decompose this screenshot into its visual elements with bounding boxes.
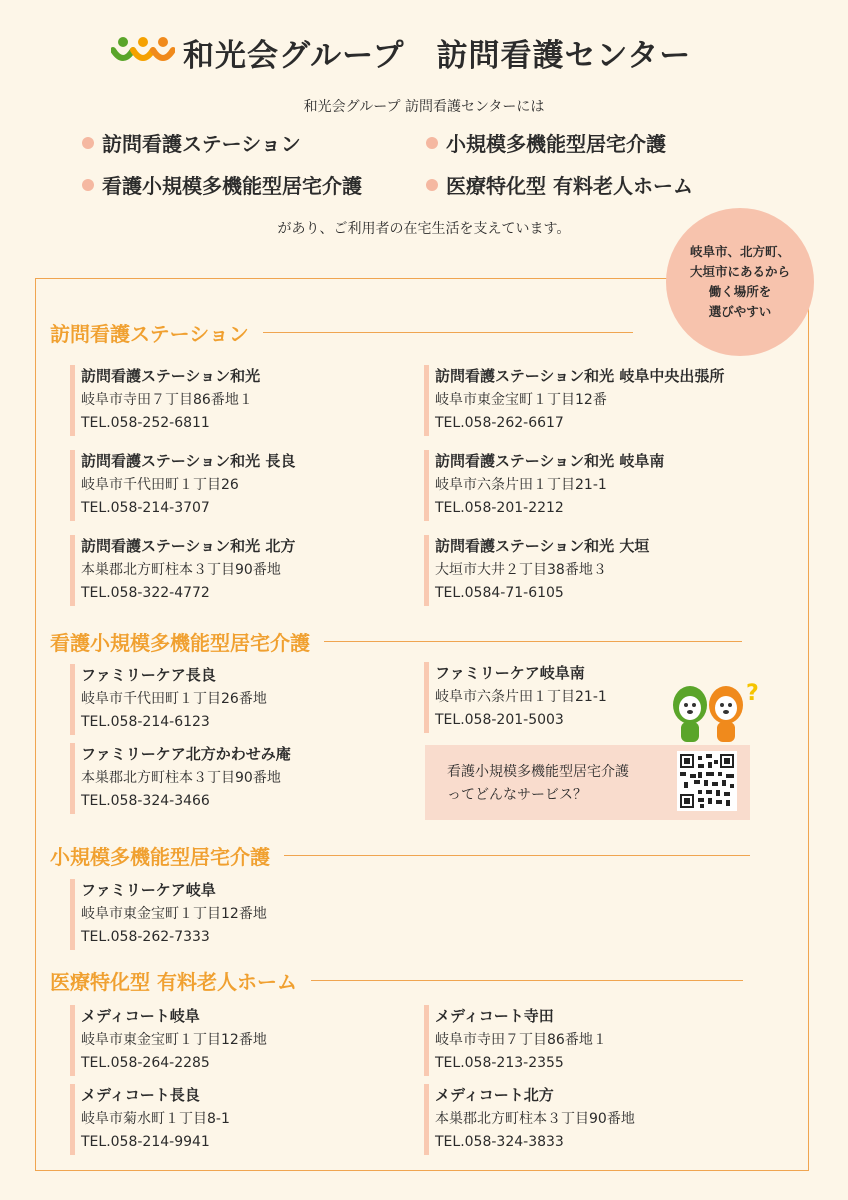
divider xyxy=(263,332,633,334)
service-item: 医療特化型 有料老人ホーム xyxy=(426,170,693,199)
divider xyxy=(324,641,742,643)
service-item: 訪問看護ステーション xyxy=(82,128,301,157)
svg-text:?: ? xyxy=(746,681,759,706)
intro-text: 和光会グループ 訪問看護センターには xyxy=(303,99,545,115)
facility-entry: メディコート岐阜 岐阜市東金宝町１丁目12番地 TEL.058-264-2285 xyxy=(70,1005,267,1076)
section-title-shoki: 小規模多機能型居宅介護 xyxy=(50,841,750,870)
service-item: 小規模多機能型居宅介護 xyxy=(426,128,666,157)
bullet-icon xyxy=(426,137,438,149)
section-title-kanshoki: 看護小規模多機能型居宅介護 xyxy=(50,627,742,656)
facility-entry: 訪問看護ステーション和光 長良 岐阜市千代田町１丁目26 TEL.058-214-3707 xyxy=(70,450,295,521)
divider xyxy=(311,980,743,982)
facility-entry: ファミリーケア北方かわせみ庵 本巣郡北方町柱本３丁目90番地 TEL.058-324-3466 xyxy=(70,743,291,814)
bullet-icon xyxy=(82,137,94,149)
section-title-houmon: 訪問看護ステーション xyxy=(50,318,633,347)
header xyxy=(0,28,848,76)
facility-entry: ファミリーケア岐阜 岐阜市東金宝町１丁目12番地 TEL.058-262-7333 xyxy=(70,879,267,950)
divider xyxy=(284,855,750,857)
facility-entry: 訪問看護ステーション和光 北方 本巣郡北方町柱本３丁目90番地 TEL.058-322-4772 xyxy=(70,535,295,606)
qr-code-icon[interactable] xyxy=(677,751,737,811)
facility-entry: 訪問看護ステーション和光 岐阜南 岐阜市六条片田１丁目21-1 TEL.058-201-2212 xyxy=(424,450,664,521)
facility-entry: メディコート寺田 岐阜市寺田７丁目86番地１ TEL.058-213-2355 xyxy=(424,1005,607,1076)
facility-entry: 訪問看護ステーション和光 岐阜市寺田７丁目86番地１ TEL.058-252-6811 xyxy=(70,365,260,436)
service-item: 看護小規模多機能型居宅介護 xyxy=(82,170,362,199)
facility-entry: ファミリーケア長良 岐阜市千代田町１丁目26番地 TEL.058-214-6123 xyxy=(70,664,267,735)
callout-bubble: 岐阜市、北方町、 大垣市にあるから 働く場所を 選びやすい xyxy=(666,208,814,356)
section-title-rojin: 医療特化型 有料老人ホーム xyxy=(50,966,743,995)
facility-entry: 訪問看護ステーション和光 岐阜中央出張所 岐阜市東金宝町１丁目12番 TEL.058-262-6617 xyxy=(424,365,724,436)
page-title: 和光会グループ 訪問看護センター xyxy=(183,38,692,74)
bullet-icon xyxy=(426,179,438,191)
qr-pattern xyxy=(680,754,734,808)
bullet-icon xyxy=(82,179,94,191)
wakokai-logo-icon xyxy=(111,32,175,72)
facility-entry: メディコート北方 本巣郡北方町柱本３丁目90番地 TEL.058-324-3833 xyxy=(424,1084,635,1155)
mascot-characters-icon xyxy=(668,680,768,750)
tagline: があり、ご利用者の在宅生活を支えています。 xyxy=(277,221,571,237)
service-info-banner[interactable]: 看護小規模多機能型居宅介護 ってどんなサービス？ xyxy=(425,745,750,820)
facility-entry: ファミリーケア岐阜南 岐阜市六条片田１丁目21-1 TEL.058-201-5003 xyxy=(424,662,607,733)
facility-entry: メディコート長良 岐阜市菊水町１丁目8-1 TEL.058-214-9941 xyxy=(70,1084,230,1155)
facility-entry: 訪問看護ステーション和光 大垣 大垣市大井２丁目38番地３ TEL.0584-71-6105 xyxy=(424,535,649,606)
